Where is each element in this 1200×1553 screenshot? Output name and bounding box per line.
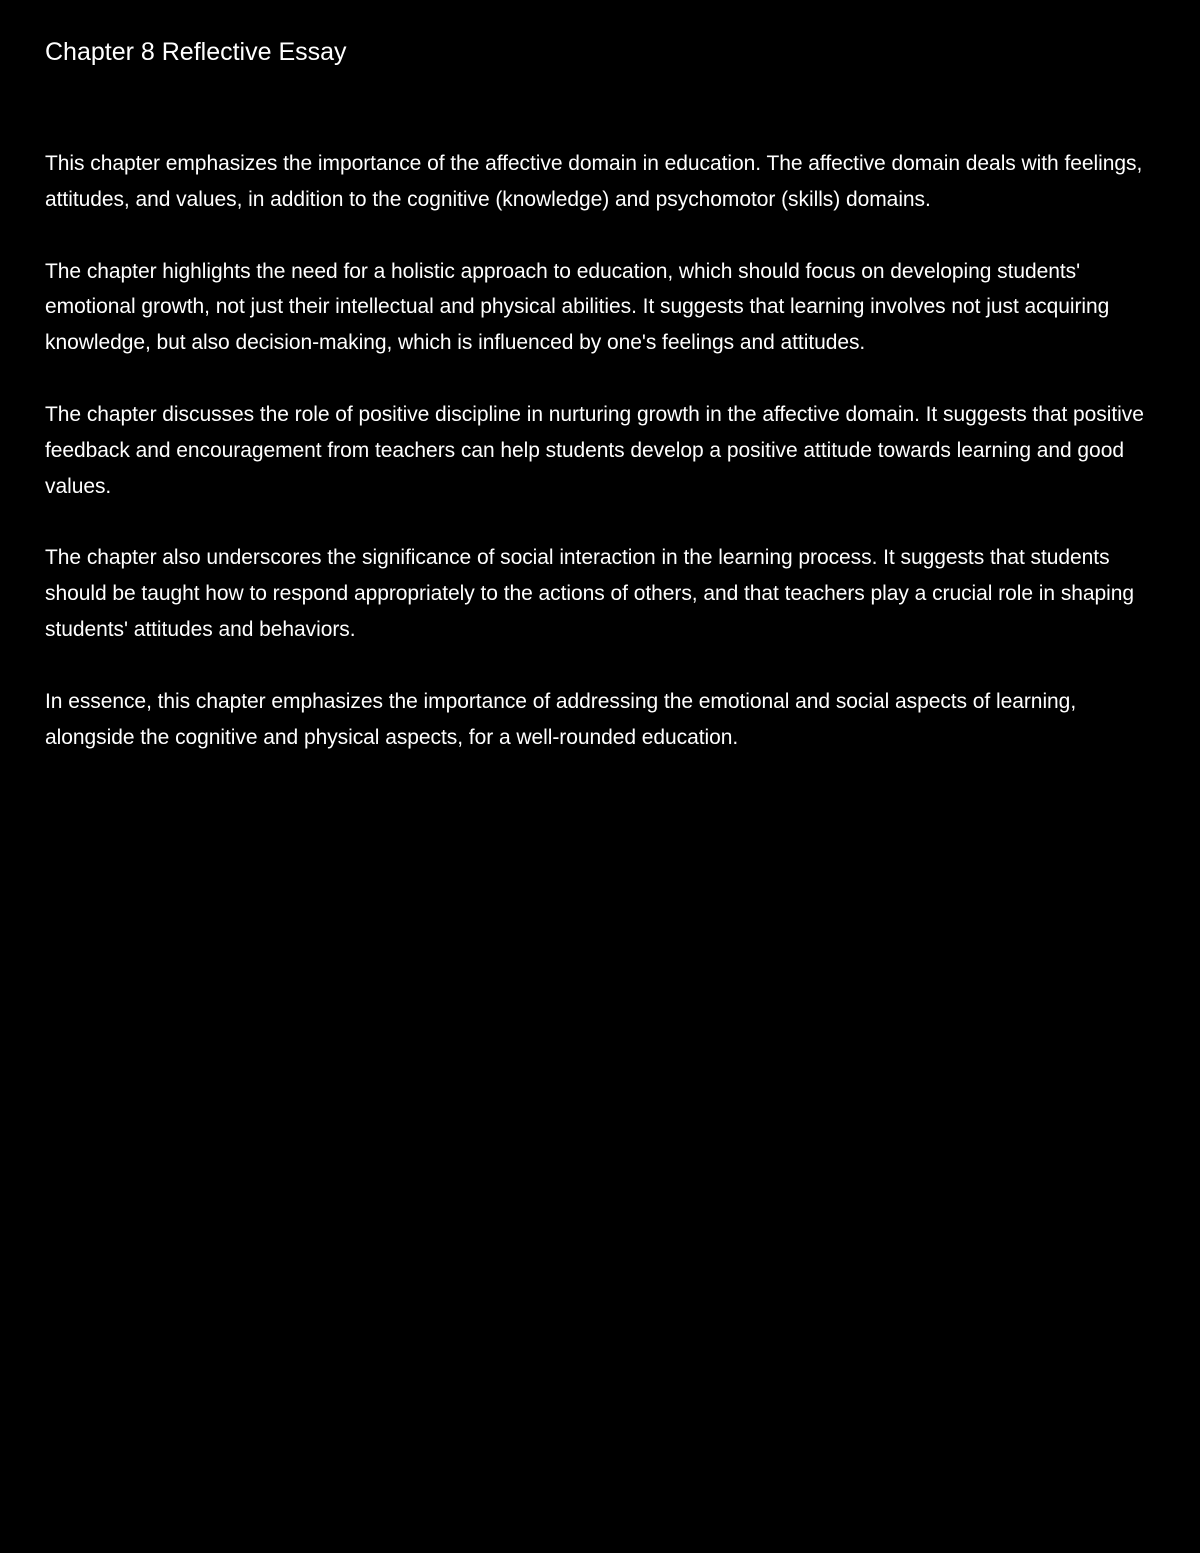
paragraph-5: In essence, this chapter emphasizes the importance of addressing the emotional and social aspects of learning, alongside the cognitive and physical aspects, for a well-rounded education. bbox=[45, 689, 1077, 749]
paragraph-1: This chapter emphasizes the importance of the affective domain in education. The affective domain deals with feelings, attitudes, and values, in addition to the cognitive (knowledge) and psychomotor (skills) domains. bbox=[45, 152, 1143, 211]
paragraph-3: The chapter discusses the role of positive discipline in nurturing growth in the affective domain. It suggests that positive feedback and encouragement from teachers can help students develop a positive attitude towards learning and good values. bbox=[45, 402, 1144, 498]
essay-body bbox=[45, 146, 1157, 755]
paragraph-4: The chapter also underscores the significance of social interaction in the learning process. It suggests that students should be taught how to respond appropriately to the actions of others, and that teachers play a crucial role in shaping students' attitudes and behaviors. bbox=[45, 546, 1135, 641]
paragraph-2: The chapter highlights the need for a holistic approach to education, which should focus on developing students' emotional growth, not just their intellectual and physical abilities. It suggests that learning involves not just acquiring knowledge, but also decision-making, which is influenced by one's feelings and attitudes. bbox=[45, 259, 1110, 355]
document-title: Chapter 8 Reflective Essay bbox=[45, 38, 347, 66]
